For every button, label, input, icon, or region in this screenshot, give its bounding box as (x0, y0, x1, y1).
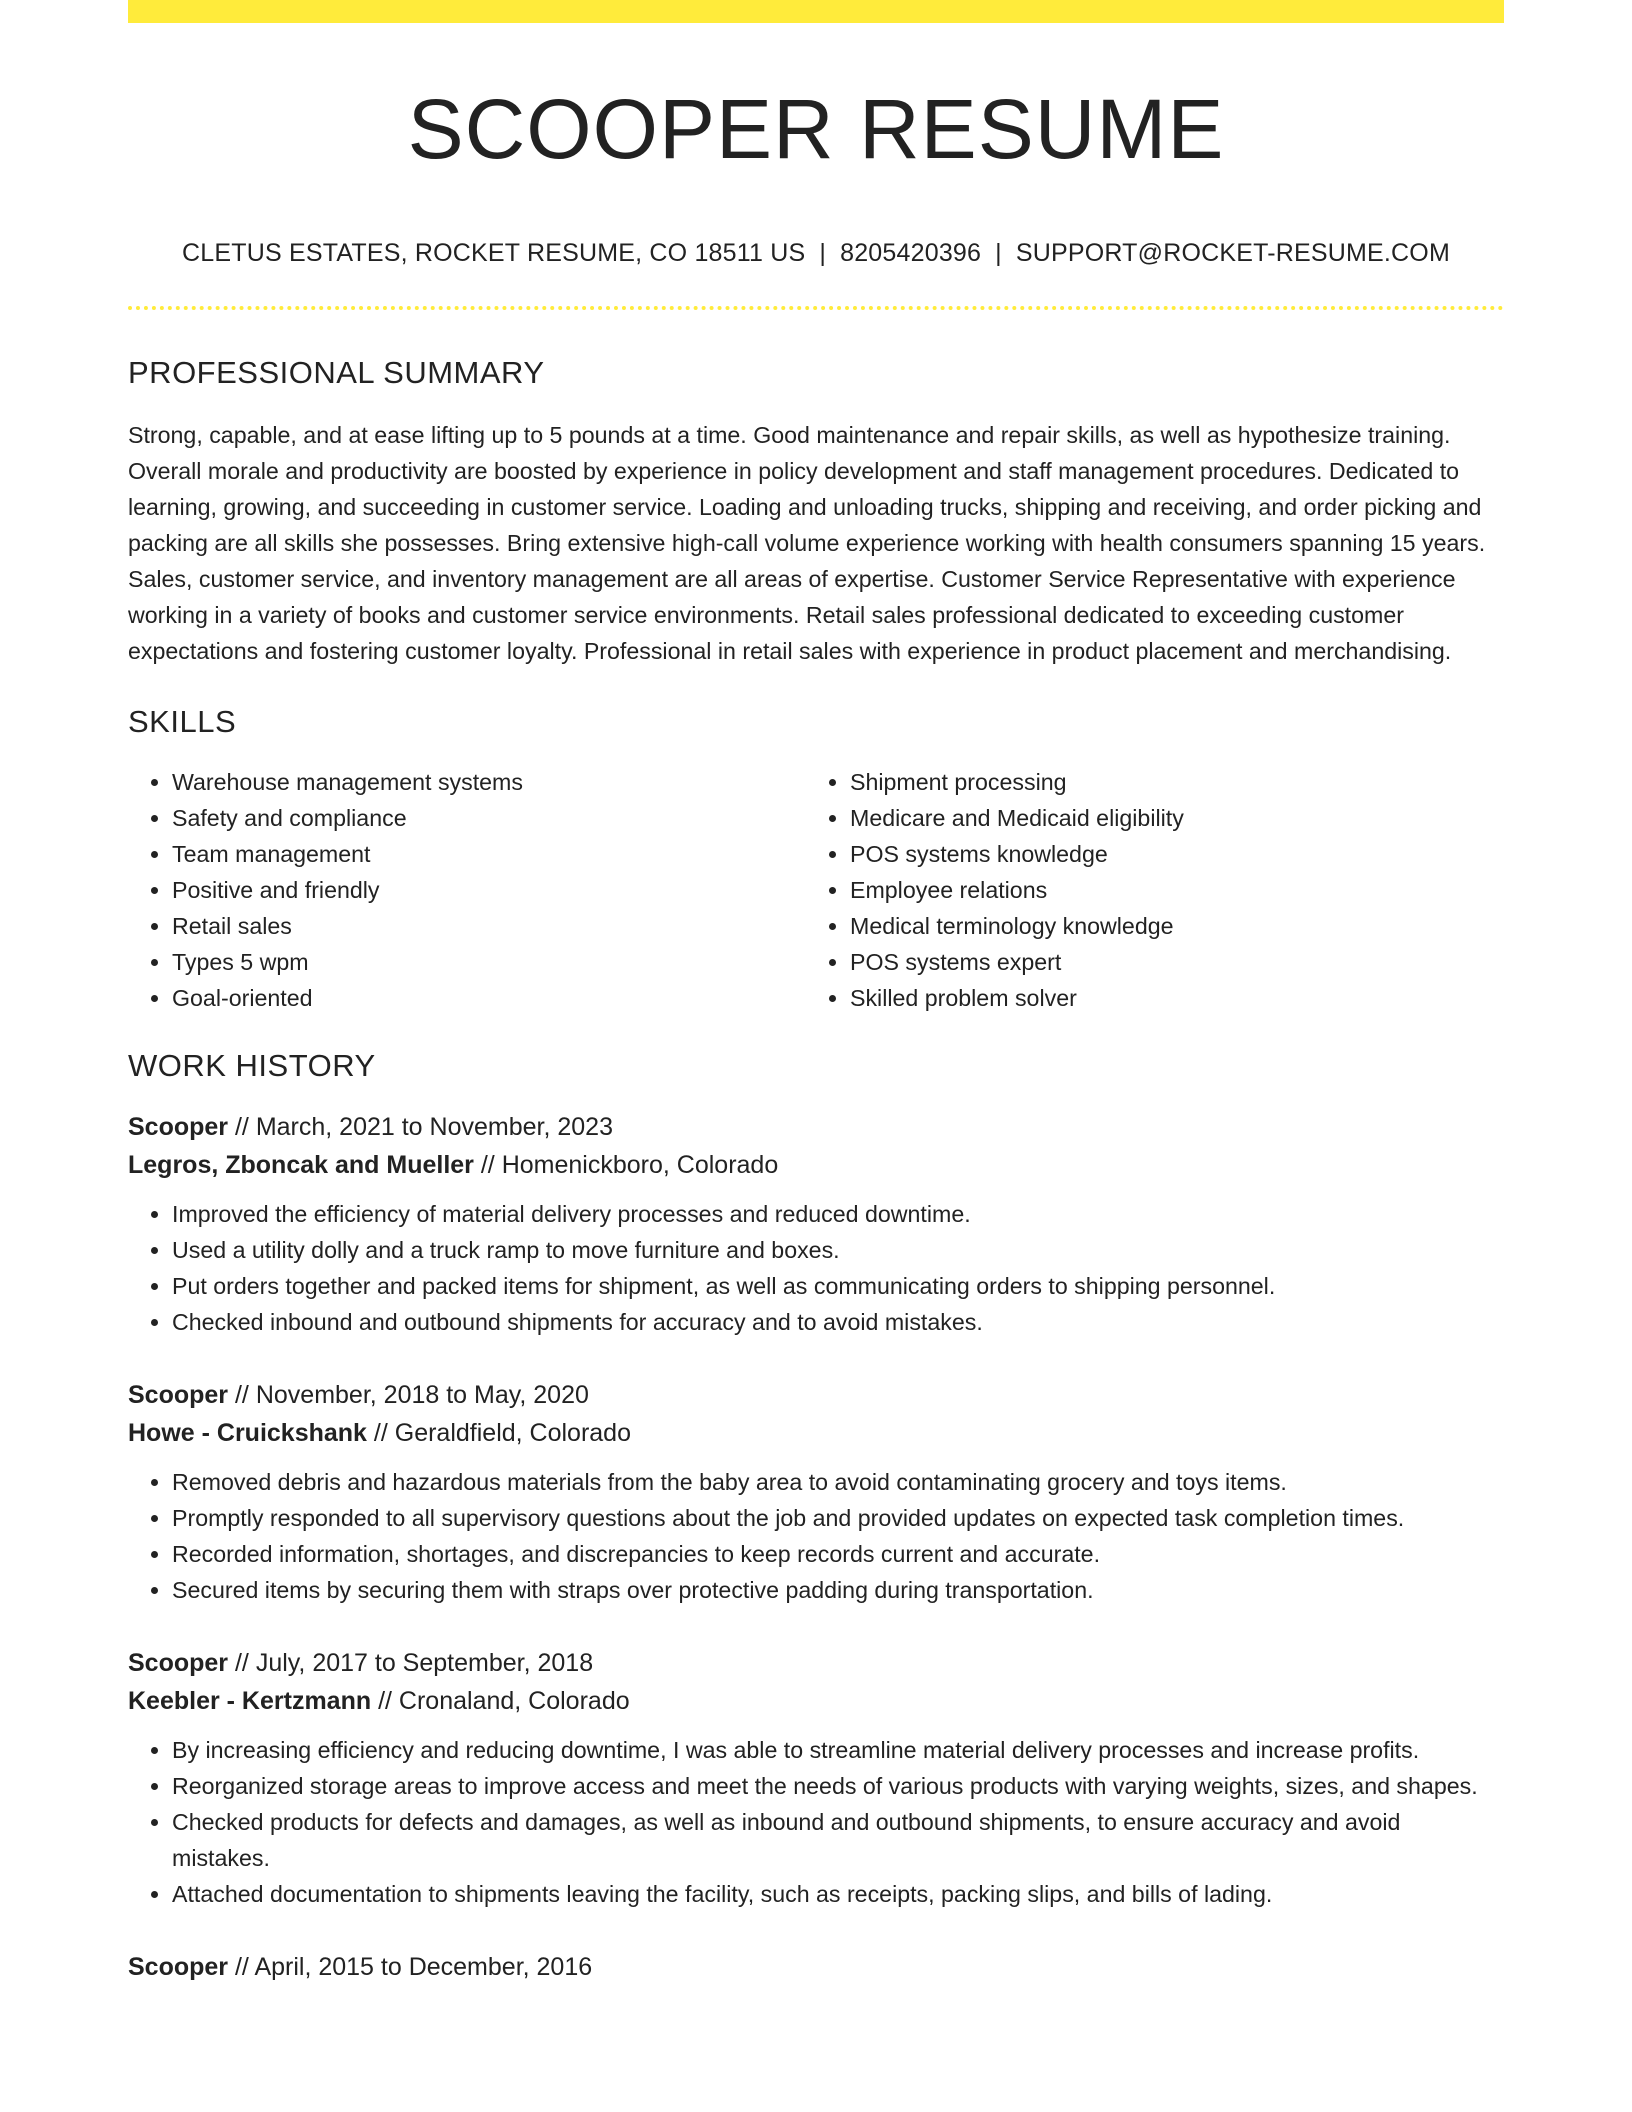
skills-list-left (128, 764, 806, 1016)
job-bullets (128, 1464, 1504, 1608)
job-company: Howe - Cruickshank (128, 1419, 367, 1448)
job-dates: November, 2018 to May, 2020 (255, 1381, 589, 1410)
skill-item: • Skilled problem solver (850, 980, 1484, 1016)
contact-separator: | (995, 239, 1002, 268)
skill-item: • Employee relations (850, 872, 1484, 908)
skills-list-right (806, 764, 1484, 1016)
job-bullet: • Put orders together and packed items for shipment, as well as communicating orders to shipping personnel. (172, 1268, 1504, 1304)
job-company: Keebler - Kertzmann (128, 1687, 372, 1716)
contact-line (128, 239, 1504, 268)
job-entry (128, 1948, 1504, 1986)
job-connector: // (228, 1381, 256, 1410)
skill-item: • Types 5 wpm (172, 944, 806, 980)
job-bullet: • Used a utility dolly and a truck ramp to move furniture and boxes. (172, 1232, 1504, 1268)
skill-item: • POS systems knowledge (850, 836, 1484, 872)
job-bullets (128, 1732, 1504, 1912)
job-entry (128, 1108, 1504, 1340)
job-role: Scooper (128, 1381, 229, 1410)
job-bullet: • Reorganized storage areas to improve access and meet the needs of various products with varying weights, sizes, and shapes. (172, 1768, 1504, 1804)
job-connector: // (228, 1953, 255, 1982)
skills-heading: SKILLS (128, 704, 237, 740)
job-bullet: • Removed debris and hazardous materials from the baby area to avoid contaminating grocery and toys items. (172, 1464, 1504, 1500)
job-entry (128, 1644, 1504, 1912)
job-location: Geraldfield, Colorado (394, 1419, 631, 1448)
header-divider (128, 306, 1504, 310)
job-bullet: • By increasing efficiency and reducing downtime, I was able to streamline material delivery processes and increase profits. (172, 1732, 1504, 1768)
skill-item: • Team management (172, 836, 806, 872)
job-role-line (128, 1644, 1504, 1682)
job-connector: // (228, 1649, 256, 1678)
job-company: Legros, Zboncak and Mueller (128, 1151, 474, 1180)
skill-item: • Goal-oriented (172, 980, 806, 1016)
skill-item: • Shipment processing (850, 764, 1484, 800)
skills-columns (128, 764, 1504, 1016)
job-location: Homenickboro, Colorado (501, 1151, 779, 1180)
skill-item: • POS systems expert (850, 944, 1484, 980)
job-bullet: • Recorded information, shortages, and discrepancies to keep records current and accurate. (172, 1536, 1504, 1572)
skill-item: • Safety and compliance (172, 800, 806, 836)
job-connector: // (473, 1151, 502, 1180)
job-dates: April, 2015 to December, 2016 (254, 1953, 593, 1982)
work-history-heading: WORK HISTORY (128, 1048, 376, 1084)
skill-item: • Retail sales (172, 908, 806, 944)
job-role: Scooper (128, 1953, 229, 1982)
summary-heading: PROFESSIONAL SUMMARY (128, 355, 545, 391)
job-bullet: • Checked products for defects and damages, as well as inbound and outbound shipments, to ensure accuracy and avoid mistakes. (172, 1804, 1504, 1876)
job-company-line (128, 1146, 1504, 1184)
job-bullet: • Attached documentation to shipments leaving the facility, such as receipts, packing slips, and bills of lading. (172, 1876, 1504, 1912)
resume-page (128, 0, 1504, 1986)
job-dates: July, 2017 to September, 2018 (255, 1649, 594, 1678)
job-bullet: • Improved the efficiency of material delivery processes and reduced downtime. (172, 1196, 1504, 1232)
job-company-line (128, 1682, 1504, 1720)
job-role-line (128, 1108, 1504, 1146)
job-role: Scooper (128, 1649, 229, 1678)
job-role-line (128, 1376, 1504, 1414)
skill-item: • Warehouse management systems (172, 764, 806, 800)
skill-item: • Medicare and Medicaid eligibility (850, 800, 1484, 836)
job-connector: // (371, 1687, 399, 1716)
job-company-line (128, 1414, 1504, 1452)
job-dates: March, 2021 to November, 2023 (255, 1113, 613, 1142)
skill-item: • Medical terminology knowledge (850, 908, 1484, 944)
job-bullet: • Secured items by securing them with straps over protective padding during transportation. (172, 1572, 1504, 1608)
job-bullet: • Promptly responded to all supervisory questions about the job and provided updates on expected task completion times. (172, 1500, 1504, 1536)
job-connector: // (366, 1419, 395, 1448)
summary-text: Strong, capable, and at ease lifting up to 5 pounds at a time. Good maintenance and repair skills, as well as hypothesize training. Overall morale and productivity are boosted by experience in policy development and staff management procedures. Dedicated to learning, growing, and succeeding in customer service. Loading and unloading trucks, shipping and receiving, and order picking and packing are all skills she possesses. Bring extensive high-call volume experience working with health consumers spanning 15 years. Sales, customer service, and inventory management are all areas of expertise. Customer Service Representative with experience working in a variety of books and customer service environments. Retail sales professional dedicated to exceeding customer expectations and fostering customer loyalty. Professional in retail sales with experience in product placement and merchandising. (128, 422, 1486, 665)
job-connector: // (228, 1113, 256, 1142)
job-role: Scooper (128, 1113, 229, 1142)
job-bullets (128, 1196, 1504, 1340)
contact-separator: | (819, 239, 827, 268)
resume-name: SCOOPER RESUME (407, 82, 1225, 176)
skill-item: • Positive and friendly (172, 872, 806, 908)
job-bullet: • Checked inbound and outbound shipments for accuracy and to avoid mistakes. (172, 1304, 1504, 1340)
job-role-line (128, 1948, 1504, 1986)
job-location: Cronaland, Colorado (398, 1687, 630, 1716)
contact-address: CLETUS ESTATES, ROCKET RESUME, CO 18511 US (182, 239, 806, 268)
contact-email: SUPPORT@ROCKET-RESUME.COM (1015, 239, 1450, 268)
top-accent-bar (128, 0, 1504, 23)
contact-phone: 8205420396 (840, 239, 982, 268)
job-entry (128, 1376, 1504, 1608)
